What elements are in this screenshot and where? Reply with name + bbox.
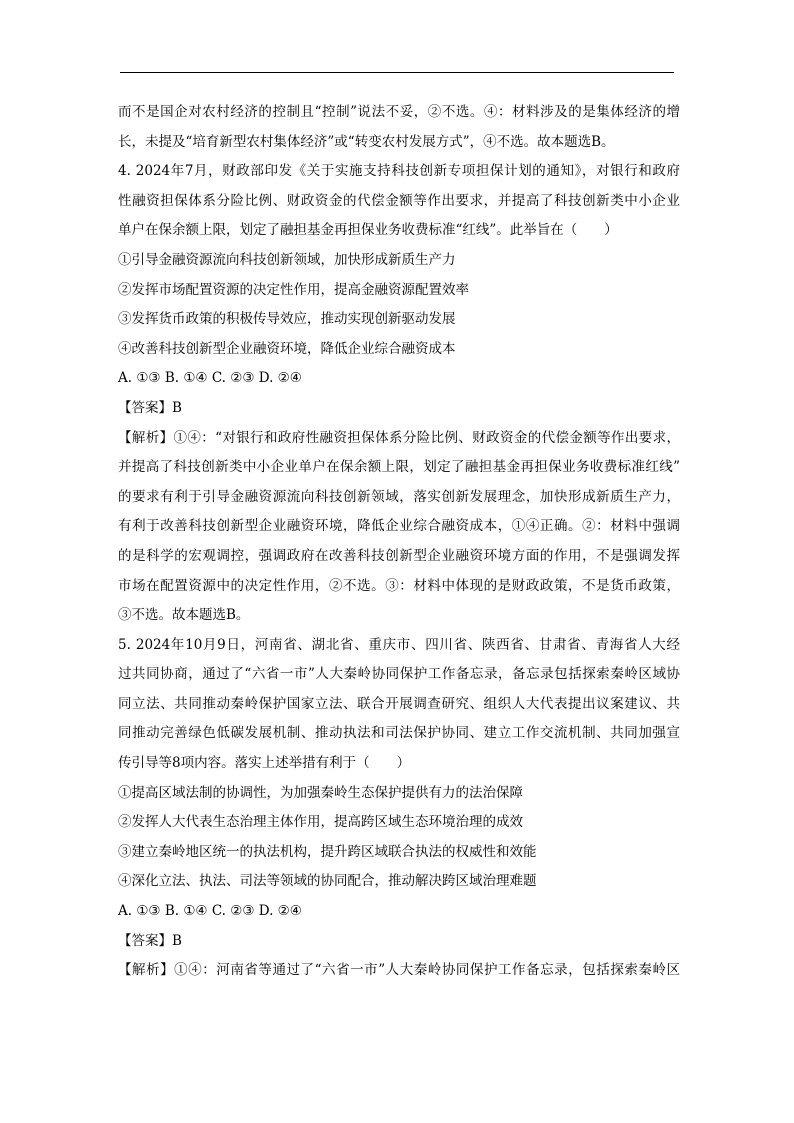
text-line: 过共同协商，通过了“六省一市”人大秦岭协同保护工作备忘录，备忘录包括探索秦岭区域协 <box>118 666 680 683</box>
header-rule <box>120 72 674 73</box>
text-line: ④改善科技创新型企业融资环境，降低企业综合融资成本 <box>118 340 456 357</box>
text-line: 市场在配置资源中的决定性作用，②不选。③：材料中体现的是财政政策，不是货币政策， <box>118 577 680 594</box>
text-line: ④深化立法、执法、司法等领域的协同配合，推动解决跨区域治理难题 <box>118 873 537 890</box>
text-line: 而不是国企对农村经济的控制且“控制”说法不妥，②不选。④：材料涉及的是集体经济的增 <box>118 104 680 120</box>
text-line: 有利于改善科技创新型企业融资环境，降低企业综合融资成本，①④正确。②：材料中强调 <box>118 518 680 535</box>
text-line: 性融资担保体系分险比例、财政资金的代偿金额等作出要求，并提高了科技创新类中小企业 <box>118 192 680 209</box>
text-line: 【答案】B <box>118 399 182 416</box>
text-line: ③发挥货币政策的积极传导效应，推动实现创新驱动发展 <box>118 311 456 328</box>
text-line: 【答案】B <box>118 932 182 949</box>
text-line: 同立法、共同推动秦岭保护国家立法、联合开展调查研究、组织人大代表提出议案建议、共 <box>118 695 680 712</box>
text-line: 【解析】①④：河南省等通过了“六省一市”人大秦岭协同保护工作备忘录，包括探索秦岭区 <box>118 962 680 979</box>
text-line: 4. 2024年7月，财政部印发《关于实施支持科技创新专项担保计划的通知》，对银行和政府 <box>118 163 680 180</box>
text-line: 5. 2024年10月9日，河南省、湖北省、重庆市、四川省、陕西省、甘肃省、青海省人大经 <box>118 636 680 653</box>
text-line: 长，未提及“培育新型农村集体经济”或“转变农村发展方式”，④不选。故本题选B。 <box>118 133 615 150</box>
text-line: 并提高了科技创新类中小企业单户在保余额上限，划定了融担基金再担保业务收费标准红线” <box>118 459 680 476</box>
text-line: 单户在保余额上限，划定了融担基金再担保业务收费标准“红线”。此举旨在（ ） <box>118 222 618 239</box>
document-body <box>118 98 680 986</box>
text-line: ①引导金融资源流向科技创新领域，加快形成新质生产力 <box>118 251 456 268</box>
text-line: A. ①③ B. ①④ C. ②③ D. ②④ <box>118 370 302 387</box>
text-line: 的要求有利于引导金融资源流向科技创新领域，落实创新发展理念，加快形成新质生产力， <box>118 488 680 505</box>
text-line: ③不选。故本题选B。 <box>118 607 250 624</box>
text-line: ②发挥市场配置资源的决定性作用，提高金融资源配置效率 <box>118 281 469 298</box>
text-line: 【解析】①④：“对银行和政府性融资担保体系分险比例、财政资金的代偿金额等作出要求， <box>118 429 680 446</box>
text-line: 的是科学的宏观调控，强调政府在改善科技创新型企业融资环境方面的作用，不是强调发挥 <box>118 547 680 564</box>
text-line: A. ①③ B. ①④ C. ②③ D. ②④ <box>118 903 302 920</box>
text-line: 传引导等8项内容。落实上述举措有利于（ ） <box>118 755 411 772</box>
text-line: 同推动完善绿色低碳发展机制、推动执法和司法保护协同、建立工作交流机制、共同加强宣 <box>118 725 680 742</box>
text-line: ②发挥人大代表生态治理主体作用，提高跨区域生态环境治理的成效 <box>118 814 523 831</box>
text-line: ③建立秦岭地区统一的执法机构，提升跨区域联合执法的权威性和效能 <box>118 843 537 860</box>
text-line: ①提高区域法制的协调性，为加强秦岭生态保护提供有力的法治保障 <box>118 784 523 801</box>
